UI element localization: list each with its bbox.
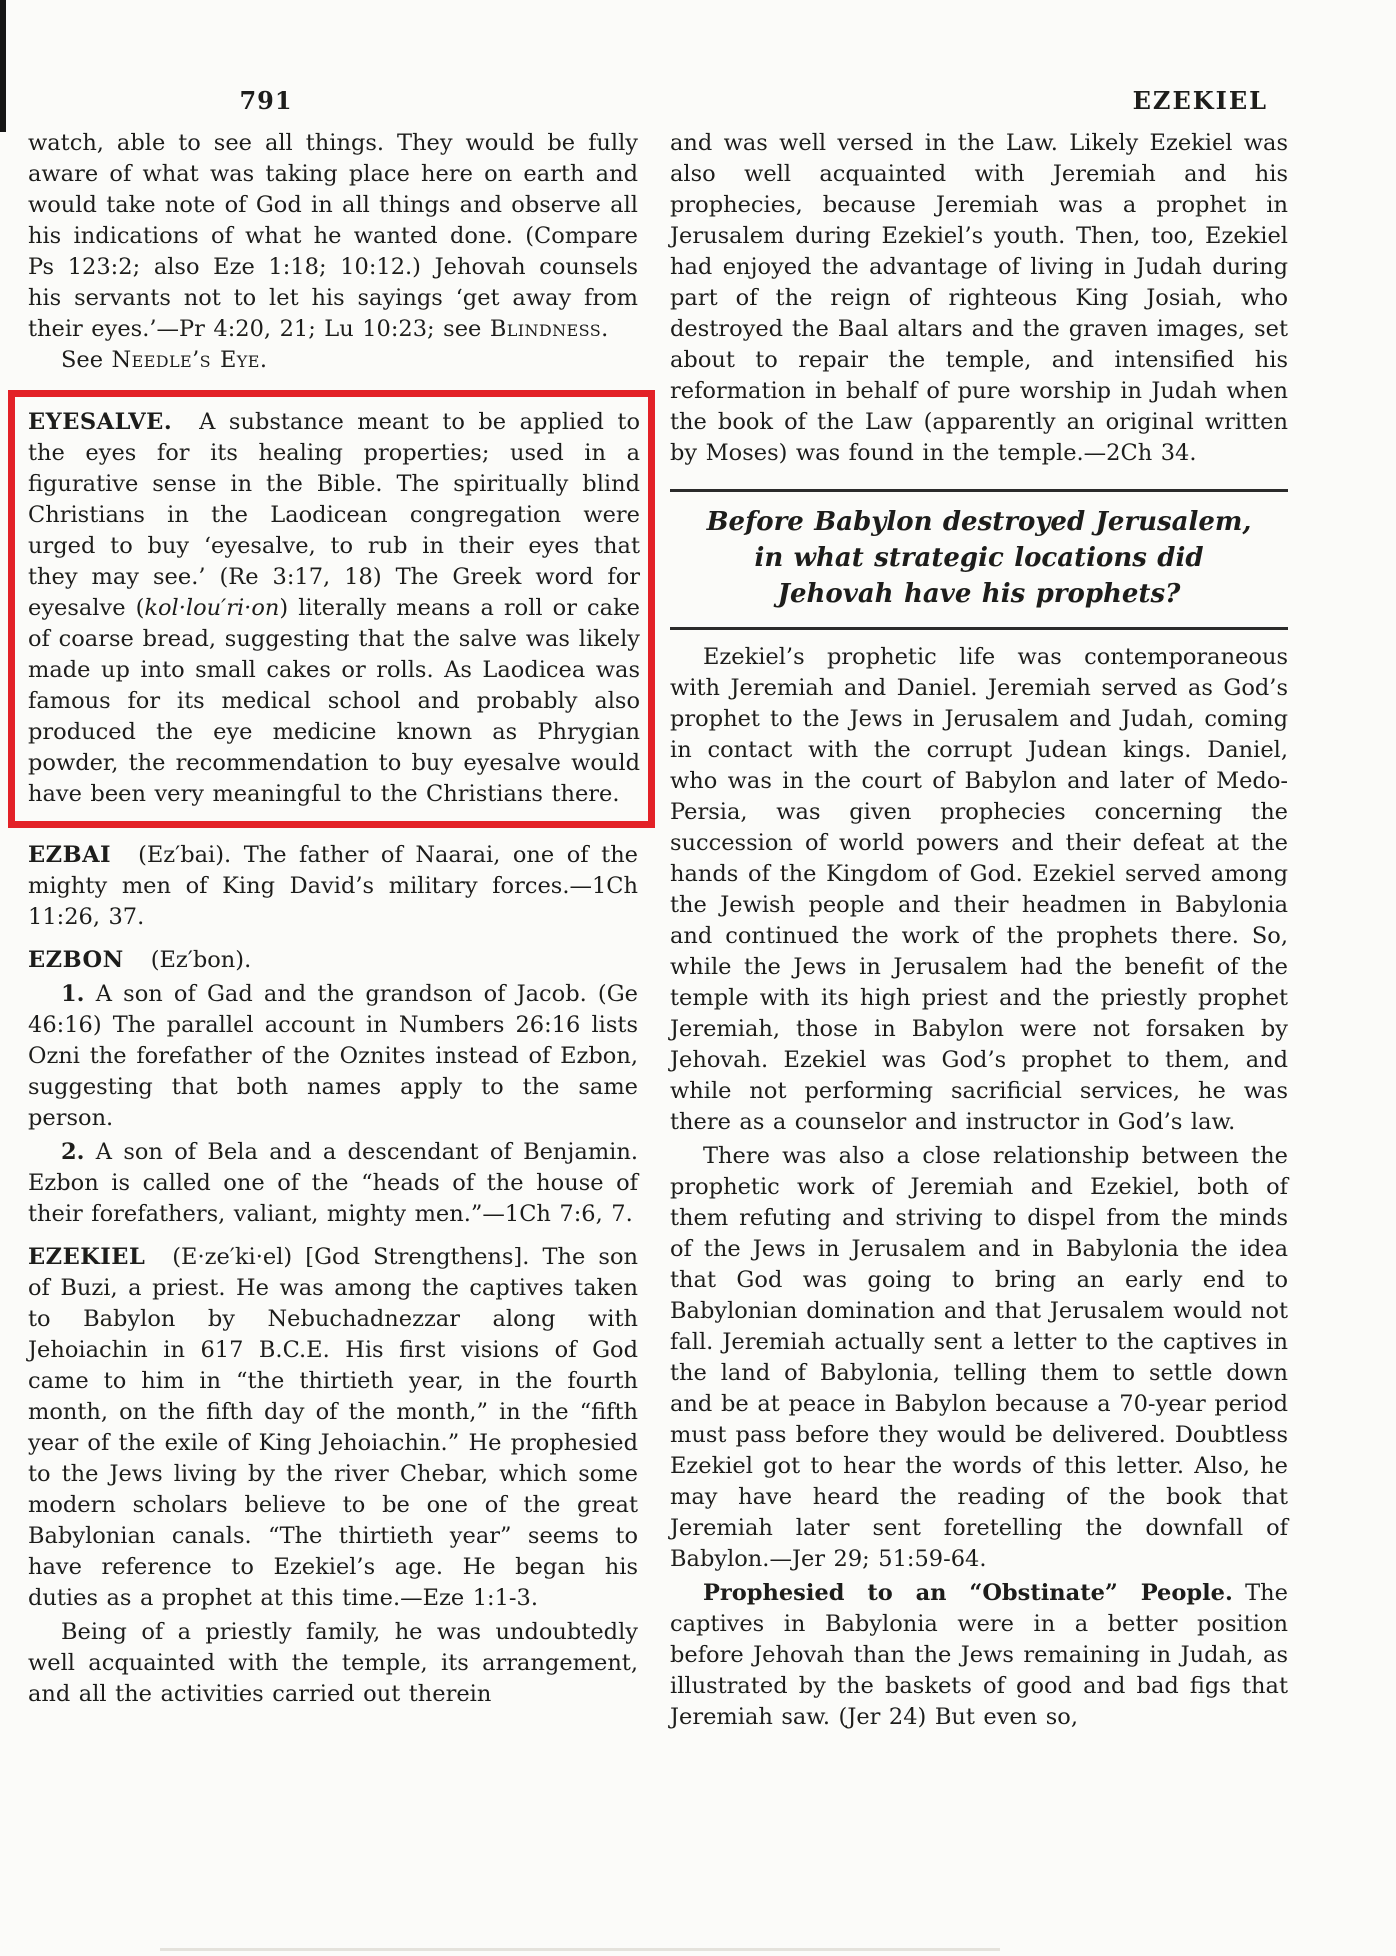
text-segment: and was well versed in the Law. Likely Ezekiel was also well acquainted with Jeremiah and his prophecies, because Jeremiah was a prophet in Jerusalem during Ezekiel’s youth. Then, too, Ezekiel had enjoyed the advantage of living in Judah during part of the reign of righteous King Josiah, who destroyed the Baal altars and the graven images, set about to repair the temple, and intensified his reformation in behalf of pure worship in Judah when the book of the Law (apparently an original written by Moses) was found in the temple.—2Ch 34. (670, 130, 1288, 466)
text-segment: (Ez′bai). The father of Naarai, one of the mighty men of King David’s military forces.—1Ch 11:26, 37. (28, 842, 638, 930)
entry-eyesalve (28, 407, 640, 810)
text-segment: Being of a priestly family, he was undoubtedly well acquainted with the temple, its arrangement, and all the activities carried out therein (28, 1619, 638, 1707)
text-segment: kol·lou′ri·on (144, 595, 280, 621)
text-segment: 2. (61, 1139, 85, 1165)
study-question-box (670, 489, 1288, 630)
text-segment: Ezekiel’s prophetic life was contemporaneous with Jeremiah and Daniel. Jeremiah served as God’s prophet to the Jews in Jerusalem and Judah, coming in contact with the corrupt Judean kings. Daniel, who was in the court of Babylon and later of Medo-Persia, was given prophecies concerning the succession of world powers and their defeat at the hands of the Kingdom of God. Ezekiel served among the Jewish people and their headmen in Babylonia and continued the work of the prophets there. So, while the Jews in Jerusalem had the benefit of the temple with its high priest and the priestly prophet Jeremiah, those in Babylon were not forsaken by Jehovah. Ezekiel was God’s prophet to them, and while not performing sacrificial services, he was there as a counselor and instructor in God’s law. (670, 644, 1288, 1135)
text-segment: A substance meant to be applied to the eyes for its healing properties; used in a figurative sense in the Bible. The spiritually blind Christians in the Laodicean congregation were urged to buy ‘eyesalve, to rub in their eyes that they may see.’ (Re 3:17, 18) The Greek word for eyesalve ( (28, 409, 640, 621)
cross-reference: Needle’s Eye (111, 347, 260, 373)
text-segment: . (259, 347, 267, 373)
text-segment: See (61, 347, 112, 373)
page-number: 791 (239, 86, 293, 115)
question-line: Jehovah have his prophets? (777, 579, 1181, 609)
obstinate-people-paragraph (670, 1578, 1288, 1733)
question-line: Before Babylon destroyed Jerusalem, (706, 507, 1252, 537)
text-segment: A son of Bela and a descendant of Benjamin. Ezbon is called one of the “heads of the house of their forefathers, valiant, mighty men.”—1Ch 7:6, 7. (28, 1139, 638, 1227)
text-segment: The captives in Babylonia were in a better position before Jehovah than the Jews remaining in Judah, as illustrated by the baskets of good and bad figs that Jeremiah saw. (Jer 24) But even so, (670, 1580, 1288, 1730)
text-segment: (E·ze′ki·el) [God Strengthens]. The son of Buzi, a priest. He was among the captives taken to Babylon by Nebuchadnezzar along with Jehoiachin in 617 B.C.E. His first visions of God came to him in “the thirtieth year, in the fourth month, on the fifth day of the month,” in the “fifth year of the exile of King Jehoiachin.” He prophesied to the Jews living by the river Chebar, which some modern scholars believe to be one of the great Babylonian canals. “The thirtieth year” seems to have reference to Ezekiel’s age. He began his duties as a prophet at this time.—Eze 1:1-3. (28, 1244, 638, 1611)
jeremiah-relationship-paragraph (670, 1141, 1288, 1575)
text-segment: Prophesied to an “Obstinate” People. (703, 1580, 1233, 1606)
highlight-box-eyesalve (8, 390, 655, 828)
continuation-paragraph (670, 128, 1288, 469)
text-segment: A son of Gad and the grandson of Jacob. (Ge 46:16) The parallel account in Numbers 26:16 lists Ozni the forefather of the Oznites instead of Ezbon, suggesting that both names apply to the same person. (28, 981, 638, 1131)
continuation-paragraph (28, 128, 638, 345)
ezbon-definition-2 (28, 1137, 638, 1230)
text-segment: watch, able to see all things. They would be fully aware of what was taking place here on earth and would take note of God in all things and observe all his indications of what he wanted done. (Compare Ps 123:2; also Eze 1:18; 10:12.) Jehovah counsels his servants not to let his sayings ‘get away from their eyes.’—Pr 4:20, 21; Lu 10:23; see (28, 130, 638, 342)
question-line: in what strategic locations did (754, 543, 1204, 573)
entry-headword: EYESALVE. (28, 409, 173, 435)
entry-headword: EZBON (28, 947, 124, 973)
text-segment: . (601, 316, 609, 342)
cross-reference: Blindness (489, 316, 602, 342)
entry-ezbon (28, 945, 638, 976)
entry-ezbai (28, 840, 638, 933)
entry-ezekiel (28, 1242, 638, 1614)
text-segment: (Ez′bon). (150, 947, 252, 973)
prophetic-life-paragraph (670, 642, 1288, 1138)
entry-headword: EZBAI (28, 842, 112, 868)
scan-artifact-bar (0, 0, 6, 132)
ezbon-definition-1 (28, 979, 638, 1134)
entry-headword: EZEKIEL (28, 1244, 146, 1270)
text-segment: 1. (61, 981, 85, 1007)
scan-artifact-bottom (160, 1948, 1000, 1951)
right-column (670, 128, 1288, 1733)
ezekiel-priestly-paragraph (28, 1617, 638, 1710)
left-column (28, 128, 638, 1710)
running-head: EZEKIEL (1132, 86, 1268, 115)
text-segment: There was also a close relationship between the prophetic work of Jeremiah and Ezekiel, both of them refuting and striving to dispel from the minds of the Jews in Jerusalem and in Babylonia the idea that God was going to bring an early end to Babylonian domination and that Jerusalem would not fall. Jeremiah actually sent a letter to the captives in the land of Babylonia, telling them to settle down and be at peace in Babylon because a 70-year period must pass before they would be delivered. Doubtless Ezekiel got to hear the words of this letter. Also, he may have heard the reading of the book that Jeremiah later sent foretelling the downfall of Babylon.—Jer 29; 51:59-64. (670, 1143, 1288, 1572)
see-also-line (28, 345, 638, 376)
text-segment: ) literally means a roll or cake of coarse bread, suggesting that the salve was likely made up into small cakes or rolls. As Laodicea was famous for its medical school and probably also produced the eye medicine known as Phrygian powder, the recommendation to buy eyesalve would have been very meaningful to the Christians there. (28, 595, 640, 807)
